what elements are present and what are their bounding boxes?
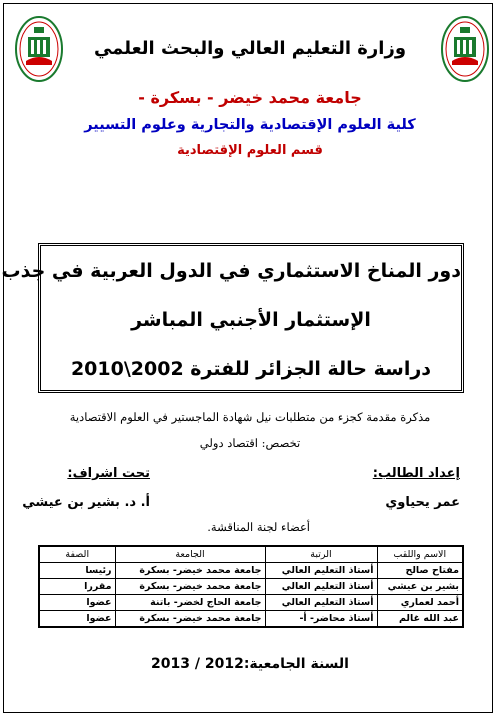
jury-header-row bbox=[39, 546, 463, 563]
jury-cell-role: عضوا bbox=[39, 611, 115, 628]
student-label: إعداد الطالب: bbox=[372, 466, 460, 481]
specialization: تخصص: اقتصاد دولي bbox=[199, 436, 301, 450]
jury-cell-role: رئيسا bbox=[39, 563, 115, 579]
jury-header-name: الاسم واللقب bbox=[377, 546, 463, 563]
faculty-name: كلية العلوم الإقتصادية والتجارية وعلوم التسيير bbox=[84, 117, 416, 133]
memo-description: مذكرة مقدمة كجزء من متطلبات نيل شهادة الماجستير في العلوم الاقتصادية bbox=[69, 410, 431, 424]
jury-cell-role: مقررا bbox=[39, 579, 115, 595]
jury-cell-university: جامعة محمد خيضر- بسكرة bbox=[115, 579, 265, 595]
thesis-title-box bbox=[1, 243, 464, 393]
table-row bbox=[39, 579, 463, 595]
jury-cell-name: مفتاح صالح bbox=[377, 563, 463, 579]
thesis-title-line-1: دور المناخ الاستثماري في الدول العربية في جذب bbox=[1, 260, 461, 282]
university-name: جامعة محمد خيضر - بسكرة - bbox=[138, 88, 362, 107]
ministry-name: وزارة التعليم العالي والبحث العلمي bbox=[93, 38, 407, 59]
jury-table bbox=[38, 545, 464, 628]
jury-header-university: الجامعة bbox=[115, 546, 265, 563]
table-row bbox=[39, 563, 463, 579]
jury-cell-role: عضوا bbox=[39, 595, 115, 611]
university-logo-right bbox=[440, 15, 490, 83]
jury-header-role: الصفة bbox=[39, 546, 115, 563]
jury-cell-rank: أستاذ محاضر- أ- bbox=[265, 611, 377, 628]
jury-cell-university: جامعة الحاج لخضر- باتنة bbox=[115, 595, 265, 611]
student-name: عمر يحياوي bbox=[385, 495, 460, 510]
table-row bbox=[39, 611, 463, 628]
jury-cell-rank: أستاذ التعليم العالي bbox=[265, 579, 377, 595]
jury-cell-university: جامعة محمد خيضر- بسكرة bbox=[115, 563, 265, 579]
supervisor-label: تحت اشراف: bbox=[67, 466, 150, 481]
thesis-title-line-3: دراسة حالة الجزائر للفترة 2002\2010 bbox=[70, 358, 432, 380]
table-row bbox=[39, 595, 463, 611]
jury-cell-name: عبد الله غالم bbox=[377, 611, 463, 628]
jury-cell-name: بشير بن عيشي bbox=[377, 579, 463, 595]
department-name: قسم العلوم الإقتصادية bbox=[177, 143, 323, 158]
jury-cell-rank: أستاذ التعليم العالي bbox=[265, 563, 377, 579]
thesis-title-line-2: الإستثمار الأجنبي المباشر bbox=[131, 309, 371, 331]
jury-cell-university: جامعة محمد خيضر- بسكرة bbox=[115, 611, 265, 628]
academic-year: السنة الجامعية:2012 / 2013 bbox=[151, 656, 349, 672]
jury-header-rank: الرتبة bbox=[265, 546, 377, 563]
supervisor-name: أ. د. بشير بن عيشي bbox=[22, 495, 150, 510]
jury-cell-rank: أستاذ التعليم العالي bbox=[265, 595, 377, 611]
committee-label: أعضاء لجنة المناقشة. bbox=[207, 520, 310, 534]
jury-cell-name: أحمد لعماري bbox=[377, 595, 463, 611]
university-logo-left bbox=[14, 15, 64, 83]
